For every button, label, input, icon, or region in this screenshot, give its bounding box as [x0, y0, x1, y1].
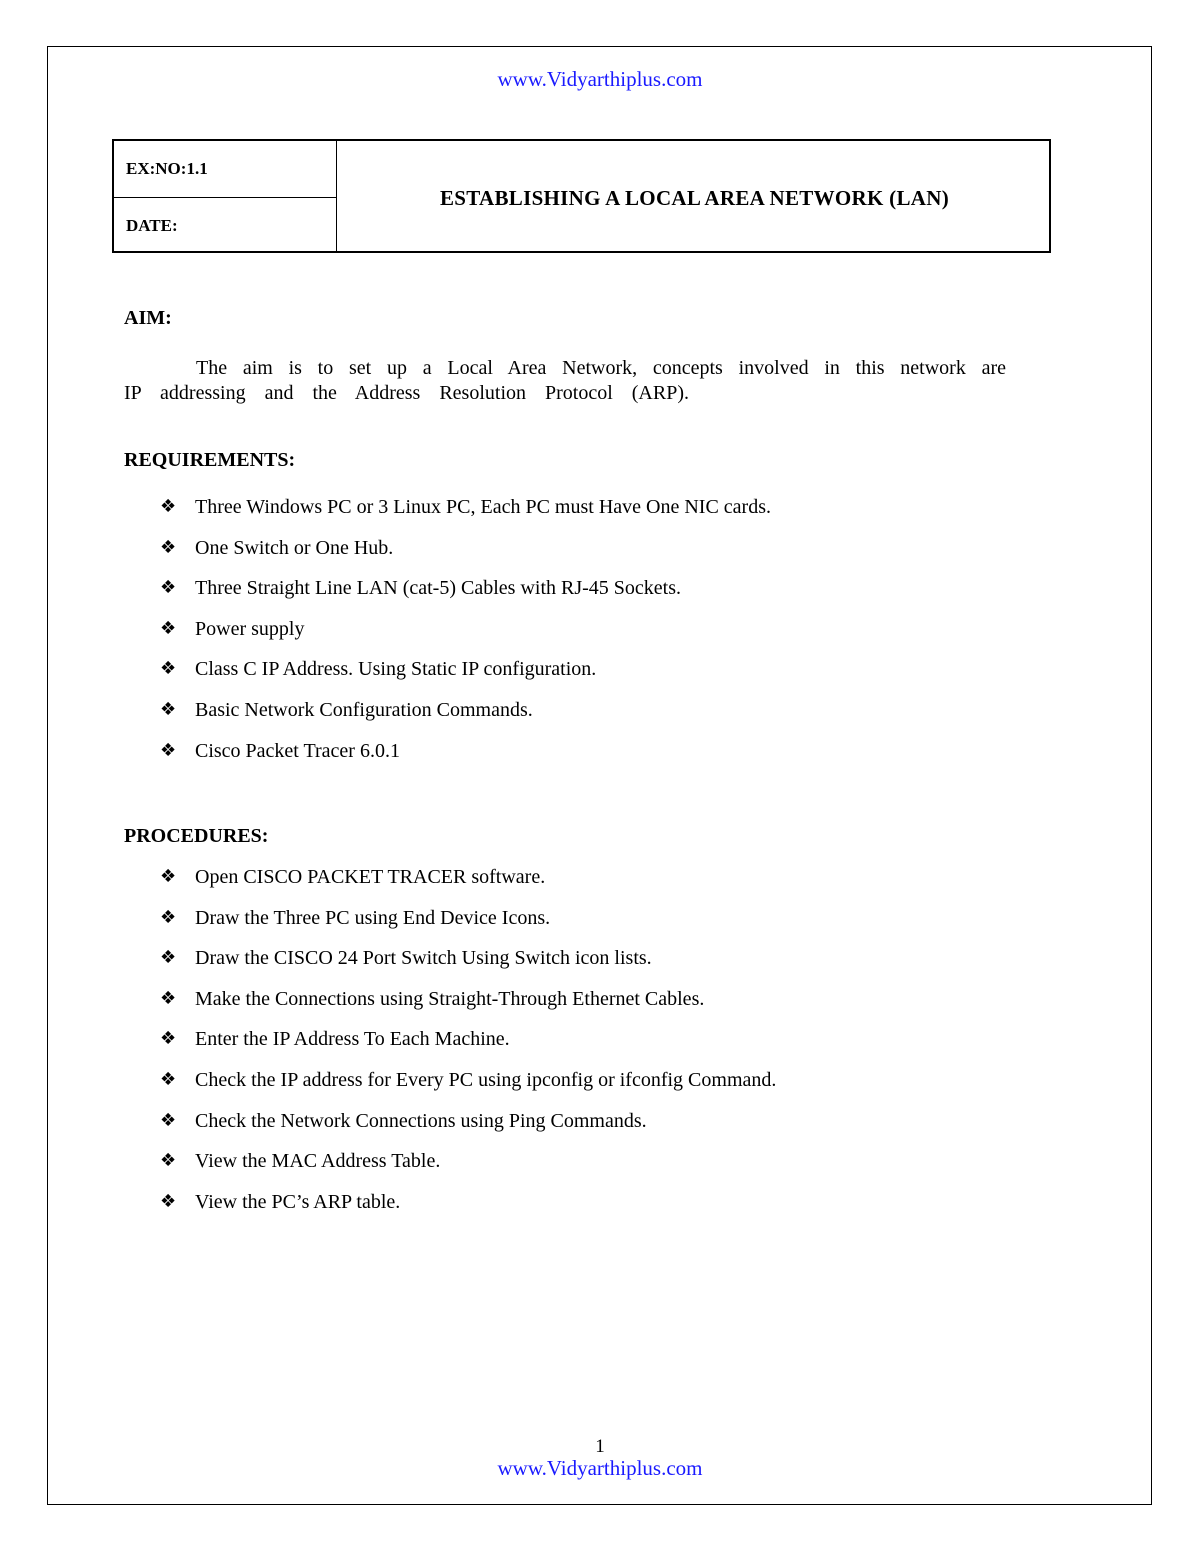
header-site-link[interactable]: www.Vidyarthiplus.com [497, 67, 703, 91]
list-item [160, 656, 771, 697]
four-diamond-bullet-icon: ❖ [160, 866, 177, 887]
aim-heading: AIM: [124, 307, 172, 329]
procedures-heading: PROCEDURES: [124, 825, 269, 847]
aim-line-1: The aim is to set up a Local Area Network, concepts involved in this network are [196, 357, 1006, 379]
four-diamond-bullet-icon: ❖ [160, 1150, 177, 1172]
list-item [160, 945, 776, 986]
date-label: DATE: [126, 216, 178, 235]
list-item [160, 1026, 776, 1067]
requirements-heading: REQUIREMENTS: [124, 449, 296, 471]
list-item-text: Three Windows PC or 3 Linux PC, Each PC must Have One NIC cards. [195, 496, 771, 518]
four-diamond-bullet-icon: ❖ [160, 1028, 177, 1050]
list-item-text: Class C IP Address. Using Static IP configuration. [195, 658, 597, 681]
list-item [160, 738, 771, 779]
four-diamond-bullet-icon: ❖ [160, 906, 177, 928]
list-item-text: View the MAC Address Table. [195, 1150, 441, 1173]
list-item [160, 575, 771, 616]
title-box-divider [114, 197, 336, 198]
page-number: 1 [595, 1436, 605, 1457]
aim-paragraph [124, 356, 1006, 406]
four-diamond-bullet-icon: ❖ [160, 617, 177, 639]
list-item-text: Open CISCO PACKET TRACER software. [195, 866, 546, 888]
four-diamond-bullet-icon: ❖ [160, 1068, 177, 1090]
four-diamond-bullet-icon: ❖ [160, 987, 177, 1009]
list-item-text: Basic Network Configuration Commands. [195, 698, 533, 721]
list-item-text: Make the Connections using Straight-Through Ethernet Cables. [195, 987, 705, 1010]
list-item-text: Draw the Three PC using End Device Icons. [195, 906, 551, 929]
list-item-text: Draw the CISCO 24 Port Switch Using Switch icon lists. [195, 947, 652, 970]
four-diamond-bullet-icon: ❖ [160, 658, 177, 680]
four-diamond-bullet-icon: ❖ [160, 947, 177, 969]
list-item-text: Cisco Packet Tracer 6.0.1 [195, 739, 400, 762]
aim-line-2: IP addressing and the Address Resolution Protocol (ARP). [124, 382, 690, 404]
procedures-list [160, 864, 776, 1229]
list-item [160, 905, 776, 946]
list-item [160, 616, 771, 657]
exercise-number: EX:NO:1.1 [126, 159, 208, 178]
four-diamond-bullet-icon: ❖ [160, 698, 177, 720]
list-item-text: Three Straight Line LAN (cat-5) Cables with RJ-45 Sockets. [195, 577, 681, 600]
footer-site-link[interactable]: www.Vidyarthiplus.com [497, 1456, 703, 1480]
list-item [160, 1189, 776, 1230]
four-diamond-bullet-icon: ❖ [160, 496, 177, 517]
list-item-text: Enter the IP Address To Each Machine. [195, 1028, 510, 1051]
four-diamond-bullet-icon: ❖ [160, 577, 177, 599]
list-item [160, 864, 776, 905]
list-item [160, 697, 771, 738]
list-item-text: One Switch or One Hub. [195, 536, 394, 559]
list-item [160, 535, 771, 576]
list-item-text: Check the IP address for Every PC using ipconfig or ifconfig Command. [195, 1068, 777, 1091]
four-diamond-bullet-icon: ❖ [160, 739, 177, 761]
four-diamond-bullet-icon: ❖ [160, 1190, 177, 1212]
four-diamond-bullet-icon: ❖ [160, 1109, 177, 1131]
list-item-text: Check the Network Connections using Ping Commands. [195, 1109, 647, 1132]
list-item [160, 1067, 776, 1108]
list-item-text: View the PC’s ARP table. [195, 1190, 401, 1213]
four-diamond-bullet-icon: ❖ [160, 536, 177, 558]
title-box [112, 139, 1051, 253]
list-item-text: Power supply [195, 617, 305, 640]
document-title: ESTABLISHING A LOCAL AREA NETWORK (LAN) [439, 186, 949, 210]
list-item [160, 1148, 776, 1189]
list-item [160, 986, 776, 1027]
list-item [160, 1108, 776, 1149]
list-item [160, 494, 771, 535]
requirements-list [160, 494, 771, 778]
